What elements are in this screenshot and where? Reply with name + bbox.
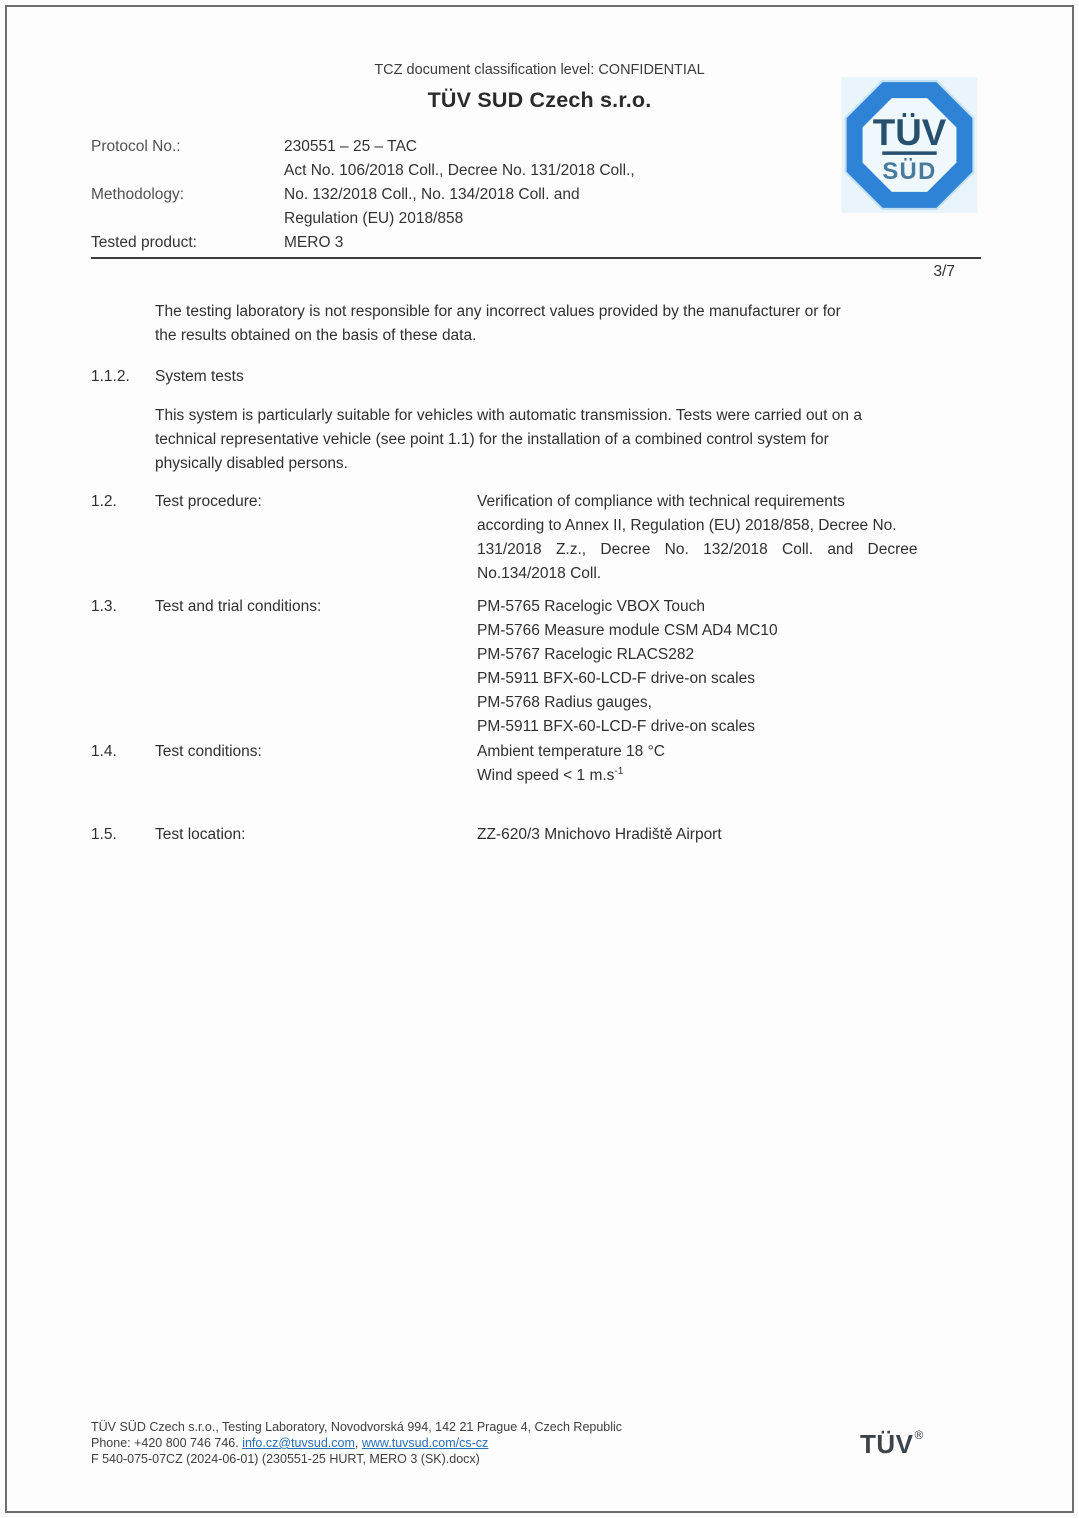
test-procedure-line: Verification of compliance with technical requirements	[477, 493, 845, 510]
test-procedure-line: No.134/2018 Coll.	[477, 565, 602, 582]
document-title: TÜV SUD Czech s.r.o.	[427, 88, 652, 112]
registered-trademark-icon: ®	[914, 1428, 924, 1443]
footer-address-line: TÜV SÜD Czech s.r.o., Testing Laboratory, Novodvorská 994, 142 21 Prague 4, Czech Republic	[91, 1420, 623, 1434]
classification-level-text: TCZ document classification level: CONFIDENTIAL	[374, 62, 705, 78]
header-divider-line	[91, 257, 981, 259]
methodology-label: Methodology:	[91, 186, 185, 203]
test-procedure-line: 131/2018 Z.z., Decree No. 132/2018 Coll. and Decree	[477, 541, 918, 558]
footer-tuv-logo-text: TÜV	[860, 1429, 914, 1459]
system-tests-line: physically disabled persons.	[155, 455, 348, 472]
section-15-label: Test location:	[155, 826, 246, 843]
equipment-item: PM-5911 BFX-60-LCD-F drive-on scales	[477, 670, 755, 687]
wind-speed-line	[477, 764, 982, 788]
system-tests-paragraph	[155, 404, 862, 476]
tested-product-label: Tested product:	[91, 234, 197, 251]
section-14-value	[477, 740, 982, 788]
section-12-value	[477, 490, 982, 586]
equipment-item: PM-5911 BFX-60-LCD-F drive-on scales	[477, 718, 755, 735]
section-13-label: Test and trial conditions:	[155, 598, 322, 615]
protocol-no-value: 230551 – 25 – TAC	[284, 138, 417, 155]
wind-speed-text: Wind speed < 1 m.s	[477, 767, 615, 784]
equipment-item: PM-5765 Racelogic VBOX Touch	[477, 598, 706, 615]
equipment-item: PM-5768 Radius gauges,	[477, 694, 652, 711]
disclaimer-line: The testing laboratory is not responsible for any incorrect values provided by the manufacturer or for	[155, 303, 841, 320]
section-12-label: Test procedure:	[155, 493, 262, 510]
system-tests-line: technical representative vehicle (see point 1.1) for the installation of a combined control system for	[155, 431, 829, 448]
tested-product-value: MERO 3	[284, 234, 344, 251]
footer-website-link[interactable]: www.tuvsud.com/cs-cz	[361, 1436, 489, 1450]
footer-tuv-logo	[860, 1429, 923, 1460]
footer-contact-line	[91, 1435, 622, 1451]
footer-link-separator: ,	[354, 1436, 362, 1450]
svg-text:TÜV: TÜV	[872, 112, 947, 153]
section-13-value	[477, 595, 982, 739]
test-procedure-line: according to Annex II, Regulation (EU) 2018/858, Decree No.	[477, 517, 897, 534]
footer-phone-text: Phone: +420 800 746 746.	[91, 1436, 243, 1450]
disclaimer-paragraph	[155, 300, 841, 348]
tuv-sud-octagon-icon	[841, 77, 978, 213]
section-14-label: Test conditions:	[155, 743, 262, 760]
section-14-number: 1.4.	[91, 743, 117, 760]
equipment-item: PM-5766 Measure module CSM AD4 MC10	[477, 622, 778, 639]
wind-speed-exponent: -1	[614, 765, 624, 777]
svg-text:SÜD: SÜD	[882, 158, 937, 185]
section-12-number: 1.2.	[91, 493, 117, 510]
disclaimer-line: the results obtained on the basis of these data.	[155, 327, 477, 344]
page-number: 3/7	[933, 263, 955, 280]
tuv-sud-logo-icon	[841, 77, 978, 213]
section-15-number: 1.5.	[91, 826, 117, 843]
footer-block	[91, 1419, 622, 1467]
protocol-no-label: Protocol No.:	[91, 138, 181, 155]
section-112-number: 1.1.2.	[91, 368, 130, 385]
methodology-value-line3: Regulation (EU) 2018/858	[284, 210, 464, 227]
section-13-number: 1.3.	[91, 598, 117, 615]
methodology-value-line2: No. 132/2018 Coll., No. 134/2018 Coll. and	[284, 186, 580, 203]
equipment-item: PM-5767 Racelogic RLACS282	[477, 646, 695, 663]
section-112-title: System tests	[155, 368, 244, 385]
ambient-temperature-line: Ambient temperature 18 °C	[477, 743, 665, 760]
methodology-value-line1: Act No. 106/2018 Coll., Decree No. 131/2018 Coll.,	[284, 162, 635, 179]
footer-email-link[interactable]: info.cz@tuvsud.com	[242, 1436, 355, 1450]
test-location-value: ZZ-620/3 Mnichovo Hradiště Airport	[477, 826, 722, 843]
system-tests-line: This system is particularly suitable for vehicles with automatic transmission. Tests were carried out on a	[155, 407, 862, 424]
footer-file-reference-line: F 540-075-07CZ (2024-06-01) (230551-25 HURT, MERO 3 (SK).docx)	[91, 1452, 480, 1466]
